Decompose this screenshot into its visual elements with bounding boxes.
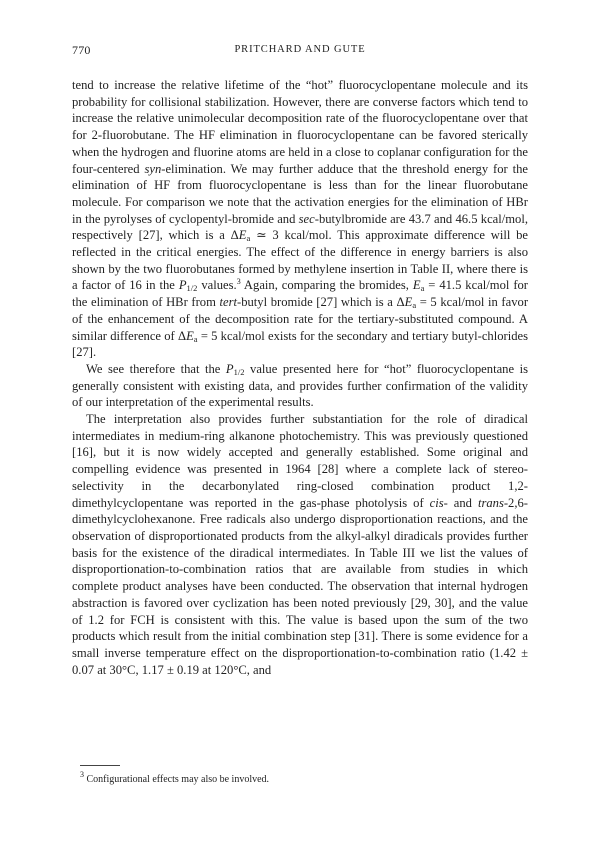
footnote-divider xyxy=(80,765,120,766)
text-run: = 5 kcal/mol exists for the secondary and tertiary butyl-chlorides [27]. xyxy=(72,328,529,360)
paragraph-3 xyxy=(72,411,528,678)
text-run: The interpretation also provides further substantiation for the role of diradical intermediates in medium-ring alkanone photochemistry. This was previously questioned [16], but it is now widely accepted and generally established. Some original and compelling evidence was presented in 1964 [28] where a complete lack of stereo-selectivity in the decarbonylated ring-closed combination product 1,2-dimethylcyclopentane was reported in the gas-phase photolysis of xyxy=(72,412,528,510)
text-run: tert xyxy=(219,295,237,310)
text-run: E xyxy=(412,278,421,293)
text-run: E xyxy=(186,328,194,343)
page-header xyxy=(72,43,528,61)
text-run: a xyxy=(420,283,425,294)
paragraph-1 xyxy=(72,77,528,361)
text-run: = 5 kcal/mol in favor of the enhancement of the decomposition rate for the tertiary-substituted compound. A similar difference of Δ xyxy=(72,295,529,343)
footnote-text: Configurational effects may also be involved. xyxy=(84,774,270,785)
text-run: E xyxy=(404,295,413,310)
text-run: a xyxy=(193,333,198,344)
text-run: - and xyxy=(443,495,478,510)
text-run: a xyxy=(246,233,251,244)
footnote-marker: 3 xyxy=(80,770,84,779)
page-number: 770 xyxy=(72,43,91,57)
text-run: -2,6-dimethylcyclohexanone. Free radicals also undergo disproportionation reactions, and the observation of disproportionated products from the alkyl-alkyl diradicals provides further basis for the existence of the diradical intermediates. In Table III we list the values of disproportionation-to-combination ratios that are available from studies in which complete product analyses have been conducted. The observation that internal hydrogen abstraction is favored over cyclization has been noted previously [29, 30], and the value of 1.2 for FCH is consistent with this. The value is based upon the sum of the two products which result from the initial combination step [31]. There is some evidence for a small inverse temperature effect on the disproportionation-to-combination ratio (1.42 ± 0.07 at 30°C, 1.17 ± 0.19 at 120°C, and xyxy=(72,495,528,677)
text-run: ≃ 3 kcal/mol. This approximate difference will be reflected in the critical energies. The effect of the difference in energy barriers is also shown by the two fluorobutanes formed by methylene insertion in Table II, where there is a factor of 16 in the xyxy=(72,228,528,293)
footnote xyxy=(80,770,520,786)
text-run: -butylbromide are 43.7 and 46.5 kcal/mol, respectively [27], which is a Δ xyxy=(72,211,528,243)
text-run: cis xyxy=(429,495,444,510)
text-run: -butyl bromide [27] which is a Δ xyxy=(237,295,405,310)
paragraph-2 xyxy=(72,361,528,411)
text-run: P xyxy=(178,278,187,293)
text-run: 1/2 xyxy=(233,366,245,377)
running-head: PRITCHARD AND GUTE xyxy=(234,44,366,55)
text-run: tend to increase the relative lifetime of the “hot” fluorocyclopentane molecule and its probability for collisional stabilization. However, there are converse factors which tend to increase the relative unimolecular decomposition rate of the fluorocyclopentane over that for 2-fluorobutane. The HF elimination in fluorocyclopentane can be favored sterically when the hydrogen and fluorine atoms are held in a close to coplanar configuration for the four-centered xyxy=(72,78,528,176)
text-run: a xyxy=(412,300,417,311)
text-run: 1/2 xyxy=(186,283,198,294)
text-run: sec xyxy=(298,211,315,226)
footnote-ref: 3 xyxy=(236,277,241,287)
text-run: values. xyxy=(197,278,237,293)
text-run: E xyxy=(238,228,247,243)
text-run: trans xyxy=(477,495,504,510)
text-run: Again, comparing the bromides, xyxy=(240,278,413,293)
text-run: = 41.5 kcal/mol for the elimination of HBr from xyxy=(72,278,528,310)
text-run: value presented here for “hot” fluorocyclopentane is generally consistent with existing data, and provides further confirmation of the validity of our interpretation of the experimental results. xyxy=(72,361,528,410)
text-run: P xyxy=(225,361,234,376)
text-run: We see therefore that the xyxy=(86,361,226,376)
text-run: syn xyxy=(144,161,162,176)
body-text xyxy=(72,77,528,678)
text-run: -elimination. We may further adduce that the threshold energy for the elimination of HF from fluorocyclopentane is less than for the linear fluorobutane molecule. For comparison we note that the activation energies for the elimination of HBr in the pyrolyses of cyclopentyl-bromide and xyxy=(72,161,529,226)
